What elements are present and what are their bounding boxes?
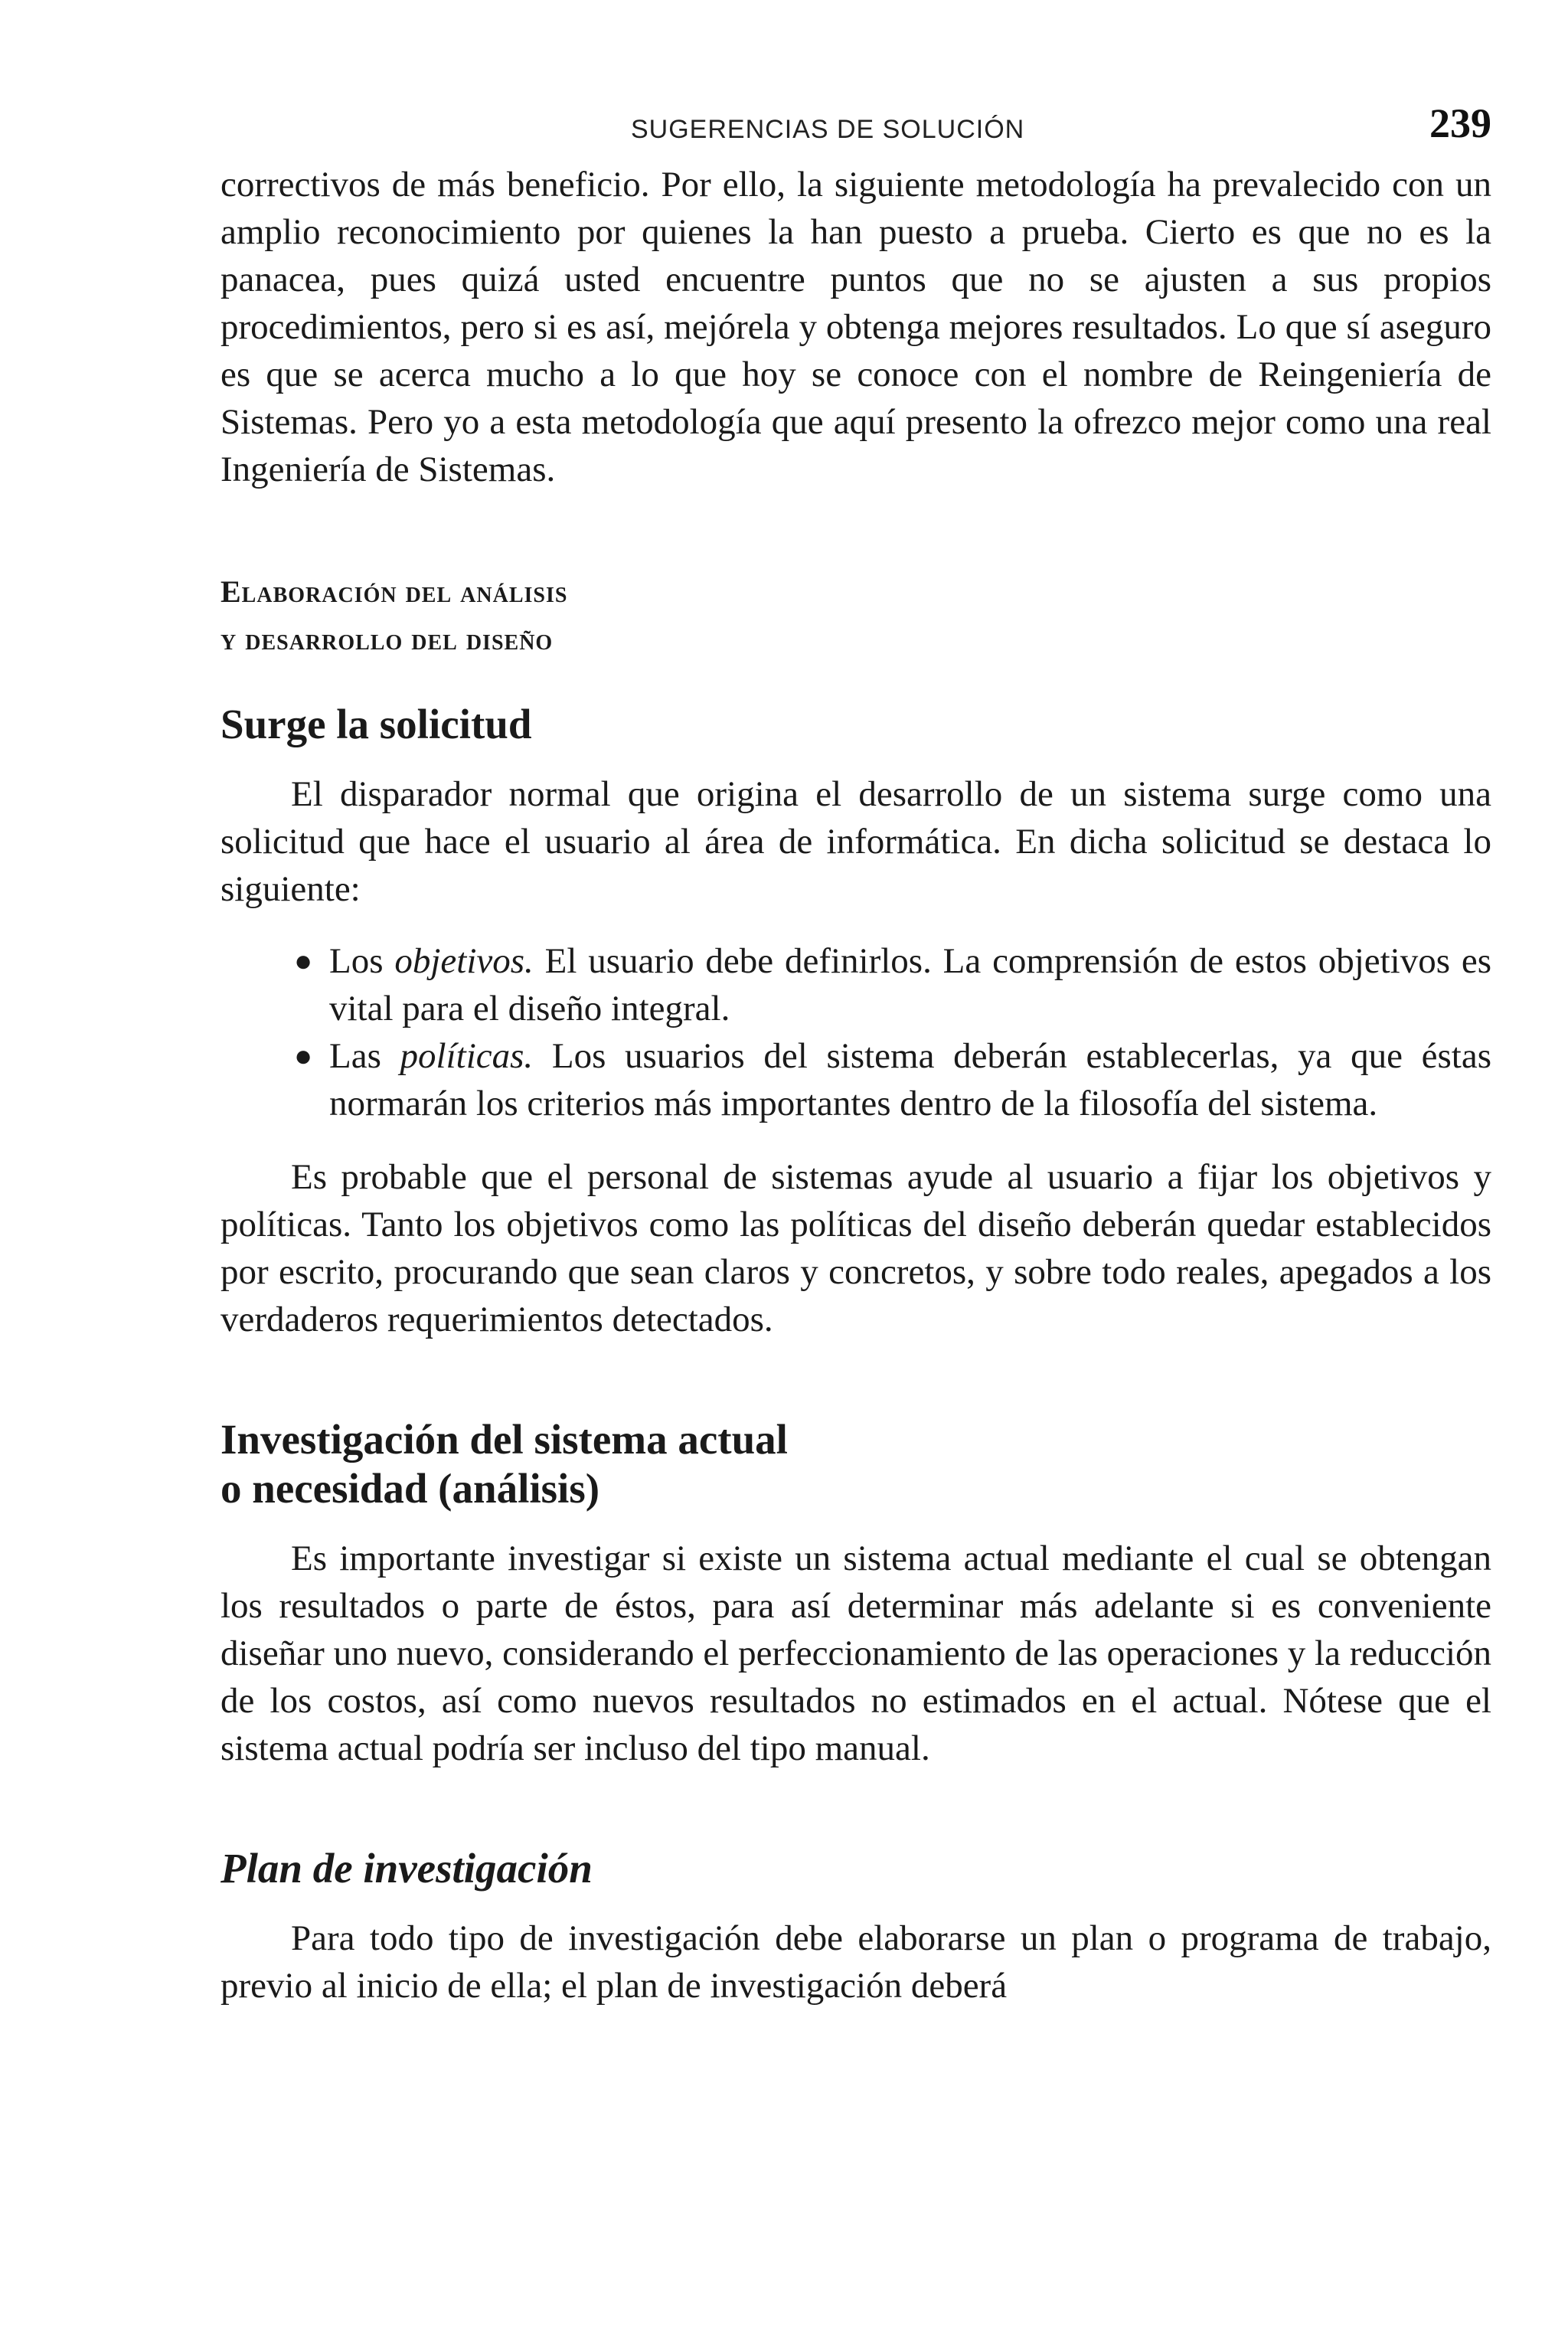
plan-paragraph: Para todo tipo de investigación debe elaborarse un plan o programa de trabajo, previo al inicio de ella; el plan de investigación deberá bbox=[220, 1918, 1491, 2006]
list-item-term: políticas. bbox=[400, 1036, 534, 1076]
heading-plan-de-investigacion: Plan de investigación bbox=[220, 1845, 593, 1892]
section-title-line-2: y desarrollo del diseño bbox=[220, 622, 554, 656]
requirements-list bbox=[220, 937, 1491, 1127]
page-number: 239 bbox=[1429, 100, 1491, 146]
heading-surge-la-solicitud: Surge la solicitud bbox=[220, 701, 532, 747]
running-header bbox=[220, 100, 1491, 161]
bullet-icon: ● bbox=[294, 943, 313, 978]
list-item-lead: Las bbox=[329, 1036, 400, 1076]
list-item-term: objetivos. bbox=[394, 941, 534, 981]
intro-paragraph: correctivos de más beneficio. Por ello, la siguiente metodología ha prevalecido con un amplio reconocimiento por quienes la han puesto a prueba. Cierto es que no es la panacea, pues quizá usted encuentre puntos que no se ajusten a sus propios procedimientos, pero si es así, mejórela y obtenga mejores resultados. Lo que sí aseguro es que se acerca mucho a lo que hoy se conoce con el nombre de Reingeniería de Sistemas. Pero yo a esta metodología que aquí presento la ofrezco mejor como una real Ingeniería de Sistemas. bbox=[220, 165, 1491, 489]
list-item-text: Los usuarios del sistema deberán establecerlas, ya que éstas normarán los criterios más importantes dentro de la filosofía del sistema. bbox=[329, 1036, 1491, 1123]
running-title: SUGERENCIAS DE SOLUCIÓN bbox=[631, 115, 1025, 144]
surge-paragraph-2: Es probable que el personal de sistemas ayude al usuario a fijar los objetivos y políticas. Tanto los objetivos como las políticas del diseño deberán quedar establecidos por escrito, procurando que sean claros y concretos, y sobre todo reales, apegados a los verdaderos requerimientos detectados. bbox=[220, 1157, 1491, 1339]
section-title-line-1: Elaboración del análisis bbox=[220, 574, 568, 609]
bullet-icon: ● bbox=[294, 1038, 313, 1073]
surge-paragraph: El disparador normal que origina el desarrollo de un sistema surge como una solicitud que hace el usuario al área de informática. En dicha solicitud se destaca lo siguiente: bbox=[220, 774, 1491, 909]
list-item bbox=[220, 937, 1491, 1032]
section-title bbox=[220, 568, 1491, 663]
heading-investigacion bbox=[220, 1415, 1491, 1513]
book-page bbox=[220, 100, 1491, 2009]
heading-investigacion-line-1: Investigación del sistema actual bbox=[220, 1416, 788, 1463]
list-item bbox=[220, 1032, 1491, 1127]
list-item-text: El usuario debe definirlos. La comprensión de estos objetivos es vital para el diseño integral. bbox=[329, 941, 1492, 1028]
heading-investigacion-line-2: o necesidad (análisis) bbox=[220, 1465, 600, 1512]
list-item-lead: Los bbox=[329, 941, 395, 981]
investigacion-paragraph: Es importante investigar si existe un sistema actual mediante el cual se obtengan los resultados o parte de éstos, para así determinar más adelante si es conveniente diseñar uno nuevo, considerando el perfeccionamiento de las operaciones y la reducción de los costos, así como nuevos resultados no estimados en el actual. Nótese que el sistema actual podría ser incluso del tipo manual. bbox=[220, 1539, 1492, 1768]
